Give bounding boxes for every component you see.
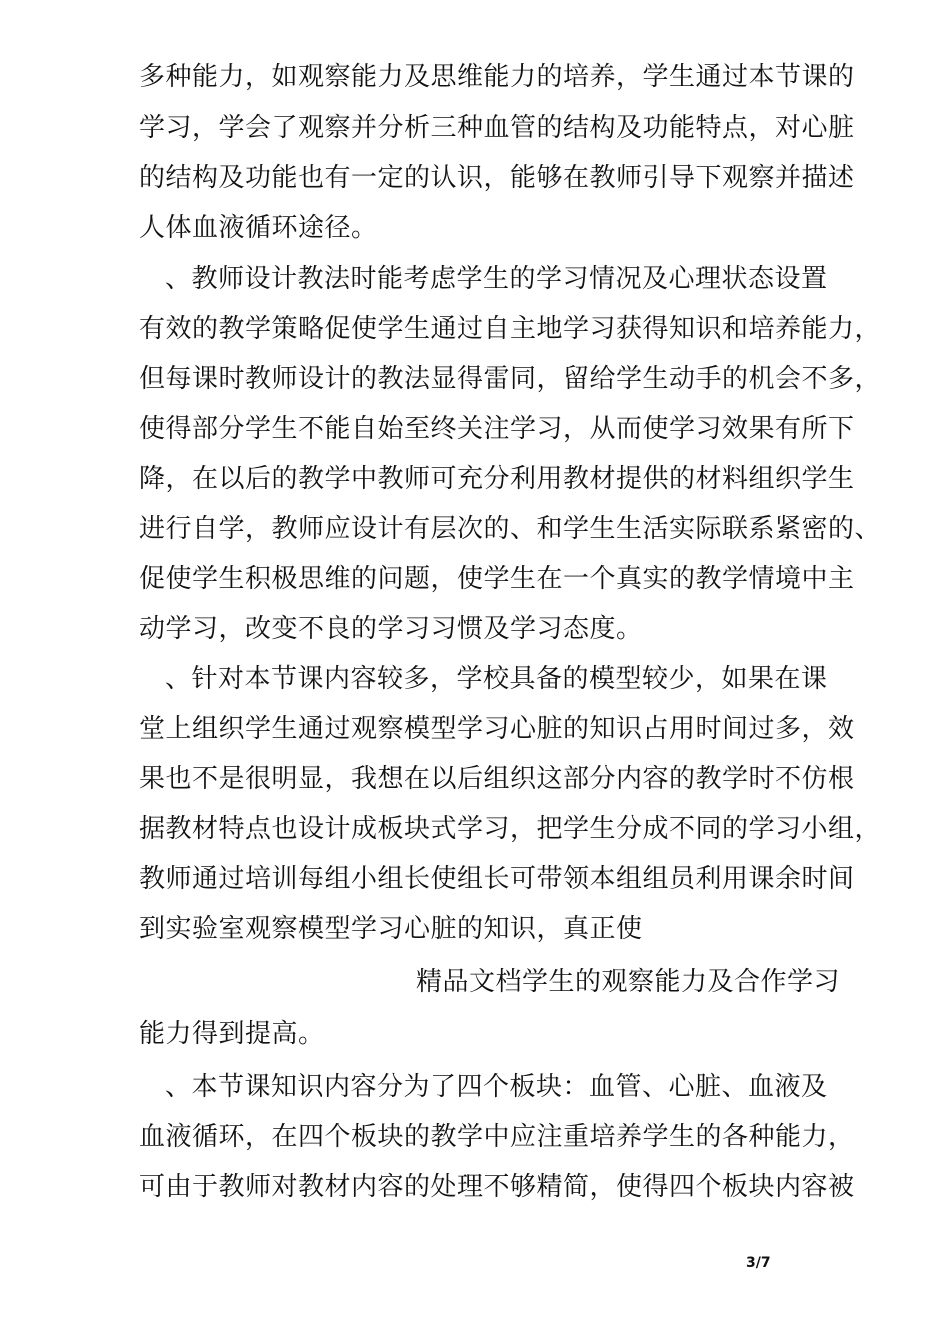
- text-line: 、教师设计教法时能考虑学生的学习情况及心理状态设置: [165, 264, 828, 294]
- text-line: 但每课时教师设计的教法显得雷同，留给学生动手的机会不多，: [139, 364, 882, 394]
- text-line: 动学习，改变不良的学习习惯及学习态度。: [139, 614, 643, 644]
- text-line: 、本节课知识内容分为了四个板块：血管、心脏、血液及: [165, 1072, 828, 1102]
- page-number: 3/7: [746, 1255, 771, 1271]
- text-line: 到实验室观察模型学习心脏的知识，真正使: [139, 914, 643, 944]
- text-line: 教师通过培训每组小组长使组长可带领本组组员利用课余时间: [139, 864, 855, 894]
- text-line: 能力得到提高。: [139, 1019, 325, 1049]
- text-line: 可由于教师对教材内容的处理不够精简，使得四个板块内容被: [139, 1172, 855, 1202]
- text-line: 有效的教学策略促使学生通过自主地学习获得知识和培养能力，: [139, 314, 882, 344]
- text-line: 的结构及功能也有一定的认识，能够在教师引导下观察并描述: [139, 163, 855, 193]
- text-line: 使得部分学生不能自始至终关注学习，从而使学习效果有所下: [139, 414, 855, 444]
- text-line: 学习，学会了观察并分析三种血管的结构及功能特点，对心脏: [139, 113, 855, 143]
- text-line: 降，在以后的教学中教师可充分利用教材提供的材料组织学生: [139, 464, 855, 494]
- text-line: 果也不是很明显，我想在以后组织这部分内容的教学时不仿根: [139, 764, 855, 794]
- text-line: 据教材特点也设计成板块式学习，把学生分成不同的学习小组，: [139, 814, 882, 844]
- text-line: 促使学生积极思维的问题，使学生在一个真实的教学情境中主: [139, 564, 855, 594]
- text-line: 多种能力，如观察能力及思维能力的培养，学生通过本节课的: [139, 62, 855, 92]
- text-line: 堂上组织学生通过观察模型学习心脏的知识占用时间过多，效: [139, 714, 855, 744]
- text-line: 精品文档学生的观察能力及合作学习: [416, 967, 841, 997]
- text-line: 、针对本节课内容较多，学校具备的模型较少，如果在课: [165, 664, 828, 694]
- text-line: 进行自学，教师应设计有层次的、和学生生活实际联系紧密的、: [139, 514, 882, 544]
- text-line: 血液循环，在四个板块的教学中应注重培养学生的各种能力，: [139, 1122, 855, 1152]
- text-line: 人体血液循环途径。: [139, 213, 378, 243]
